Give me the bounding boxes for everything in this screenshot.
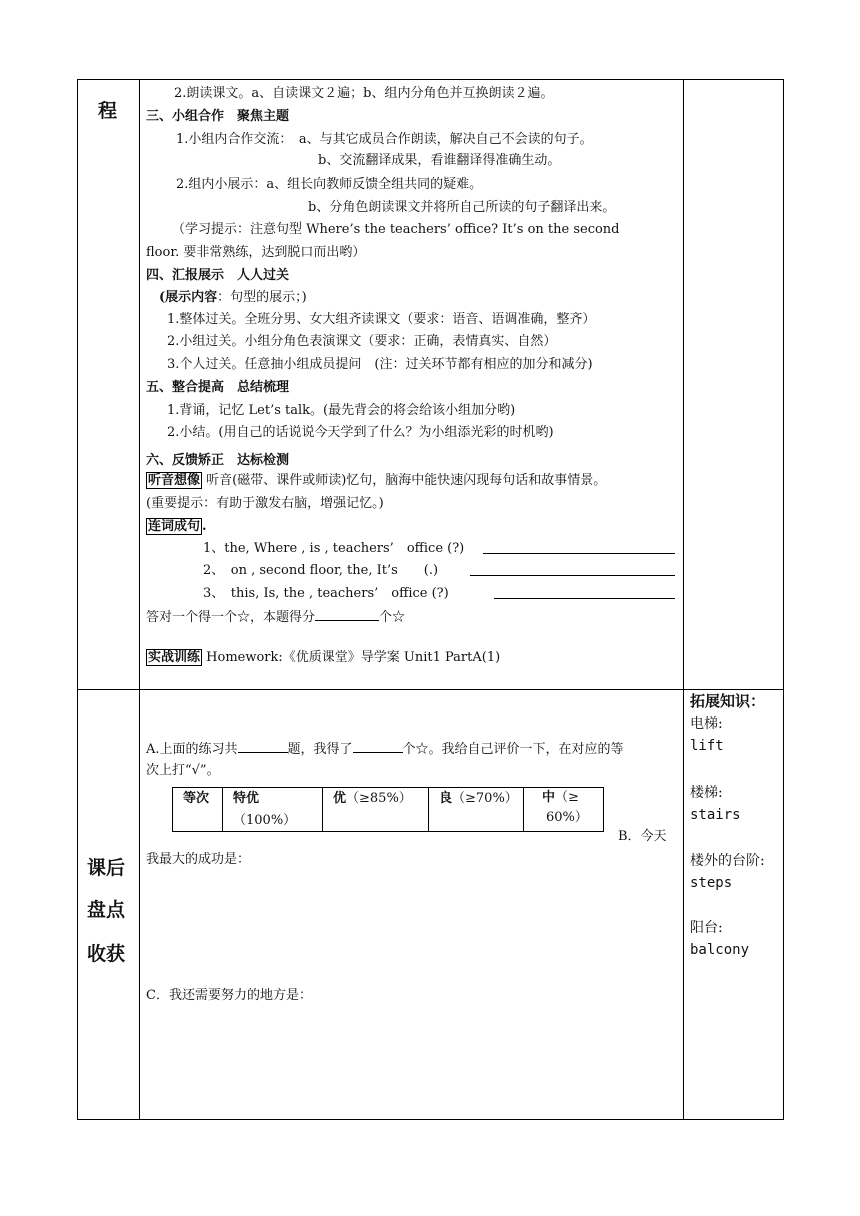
- score-text-b: 个☆: [379, 610, 406, 625]
- connect-dot: .: [202, 519, 207, 534]
- sec4-line-1: 1.整体过关。全班分男、女大组齐读课文（要求：语音、语调准确，整齐）: [167, 312, 596, 327]
- harvest-label-2: 盘点: [87, 899, 126, 921]
- section-4-title: 四、汇报展示 人人过关: [146, 268, 290, 283]
- sec3-line-2: b、交流翻译成果，看谁翻译得准确生动。: [318, 153, 561, 168]
- listen-line-2: (重要提示：有助于激发右脑，增强记忆。): [146, 496, 384, 511]
- sec4-line-2: 2.小组过关。小组分角色表演课文（要求：正确，表情真实、自然）: [167, 334, 557, 349]
- stairs-cn: 楼梯:: [690, 785, 723, 801]
- success-label-1: B．今天: [618, 829, 667, 844]
- stairs-en: stairs: [690, 807, 741, 823]
- success-label-2: 我最大的成功是：: [146, 852, 251, 867]
- connect-heading: [146, 519, 207, 535]
- section-3-title: 三、小组合作 聚焦主题: [146, 109, 290, 124]
- listen-text-1: 听音(磁带、课件或师读)忆句，脑海中能快速闪现每句话和故事情景。: [206, 473, 607, 488]
- row-divider: [78, 689, 783, 690]
- sec3-tip-1: （学习提示：注意句型 Where’s the teachers’ office? It’s on the second: [172, 222, 620, 237]
- score-text-a: 答对一个得一个☆，本题得分: [146, 610, 316, 625]
- balcony-cn: 阳台:: [690, 920, 723, 936]
- grade-cell-excellent[interactable]: 优（≥85%）: [323, 788, 429, 831]
- sec5-line-1: 1.背诵，记忆 Let’s talk。(最先背会的将会给该小组加分哟): [167, 403, 516, 418]
- section-6-title: 六、反馈矫正 达标检测: [146, 453, 290, 468]
- question-1: 1、the, Where , is , teachers’ office (?): [203, 541, 465, 556]
- column-divider-right: [683, 80, 684, 1119]
- harvest-label-3: 收获: [87, 943, 126, 965]
- steps-en: steps: [690, 875, 733, 891]
- stars-earned-blank[interactable]: [353, 740, 403, 753]
- read-text-line: 2.朗读课文。a、自读课文２遍；b、组内分角色并互换朗读２遍。: [174, 86, 554, 101]
- sec3-line-1: 1.小组内合作交流： a、与其它成员合作朗读，解决自己不会读的句子。: [176, 132, 593, 147]
- steps-cn: 楼外的台阶:: [690, 853, 765, 869]
- question-2: 2、 on , second floor, the, It’s (.): [203, 563, 439, 578]
- practice-box: 实战训练: [148, 650, 201, 665]
- homework-text: Homework:《优质课堂》导学案 Unit1 PartA(1): [206, 650, 501, 665]
- balcony-en: balcony: [690, 942, 750, 958]
- score-line: [146, 608, 405, 626]
- answer-line-2[interactable]: [470, 575, 675, 576]
- grade-cell-good[interactable]: 良（≥70%）: [429, 788, 524, 831]
- grade-cell-excellent-plus[interactable]: 特优（100%）: [223, 788, 323, 831]
- sec4-line-0-rest: ：句型的展示；): [217, 290, 307, 305]
- sec3-line-4: b、分角色朗读课文并将所自己所读的句子翻译出来。: [308, 200, 616, 215]
- sec4-line-0-bold: (展示内容: [159, 290, 218, 305]
- total-questions-blank[interactable]: [238, 740, 288, 753]
- self-eval-a: A.上面的练习共: [146, 742, 238, 757]
- answer-line-3[interactable]: [494, 598, 675, 599]
- self-eval-line-1: [146, 740, 624, 758]
- connect-words-box: 连词成句: [148, 519, 201, 534]
- question-3: 3、 this, Is, the , teachers’ office (?): [203, 586, 449, 601]
- elevator-cn: 电梯:: [690, 716, 723, 732]
- grade-cell-level[interactable]: 等次: [173, 788, 223, 831]
- sec3-tip-2: floor. 要非常熟练，达到脱口而出哟）: [146, 245, 366, 260]
- homework-line: [146, 650, 500, 666]
- score-blank[interactable]: [315, 608, 379, 621]
- extension-title: 拓展知识：: [690, 692, 766, 710]
- process-label: 程: [98, 100, 118, 122]
- grade-cell-fair[interactable]: 中（≥ 60%）: [542, 790, 588, 825]
- self-eval-b: 题，我得了: [287, 742, 353, 757]
- grade-table: [172, 787, 604, 832]
- self-eval-line-2: 次上打“√”。: [146, 763, 220, 778]
- sec4-line-3: 3.个人过关。任意抽小组成员提问 (注：过关环节都有相应的加分和减分): [167, 357, 593, 372]
- listen-imagine-box: 听音想像: [148, 473, 201, 488]
- improve-label: C．我还需要努力的地方是：: [146, 988, 312, 1003]
- section-5-title: 五、整合提高 总结梳理: [146, 380, 290, 395]
- sec4-line-0: [159, 290, 307, 306]
- harvest-label-1: 课后: [87, 857, 126, 879]
- listen-line-1: [146, 473, 606, 489]
- sec3-line-3: 2.组内小展示：a、组长向教师反馈全组共同的疑难。: [176, 177, 483, 192]
- sec5-line-2: 2.小结。(用自己的话说说今天学到了什么？为小组添光彩的时机哟): [167, 425, 554, 440]
- self-eval-c: 个☆。我给自己评价一下，在对应的等: [402, 742, 624, 757]
- answer-line-1[interactable]: [483, 553, 675, 554]
- column-divider-left: [139, 80, 140, 1119]
- elevator-en: lift: [690, 738, 724, 754]
